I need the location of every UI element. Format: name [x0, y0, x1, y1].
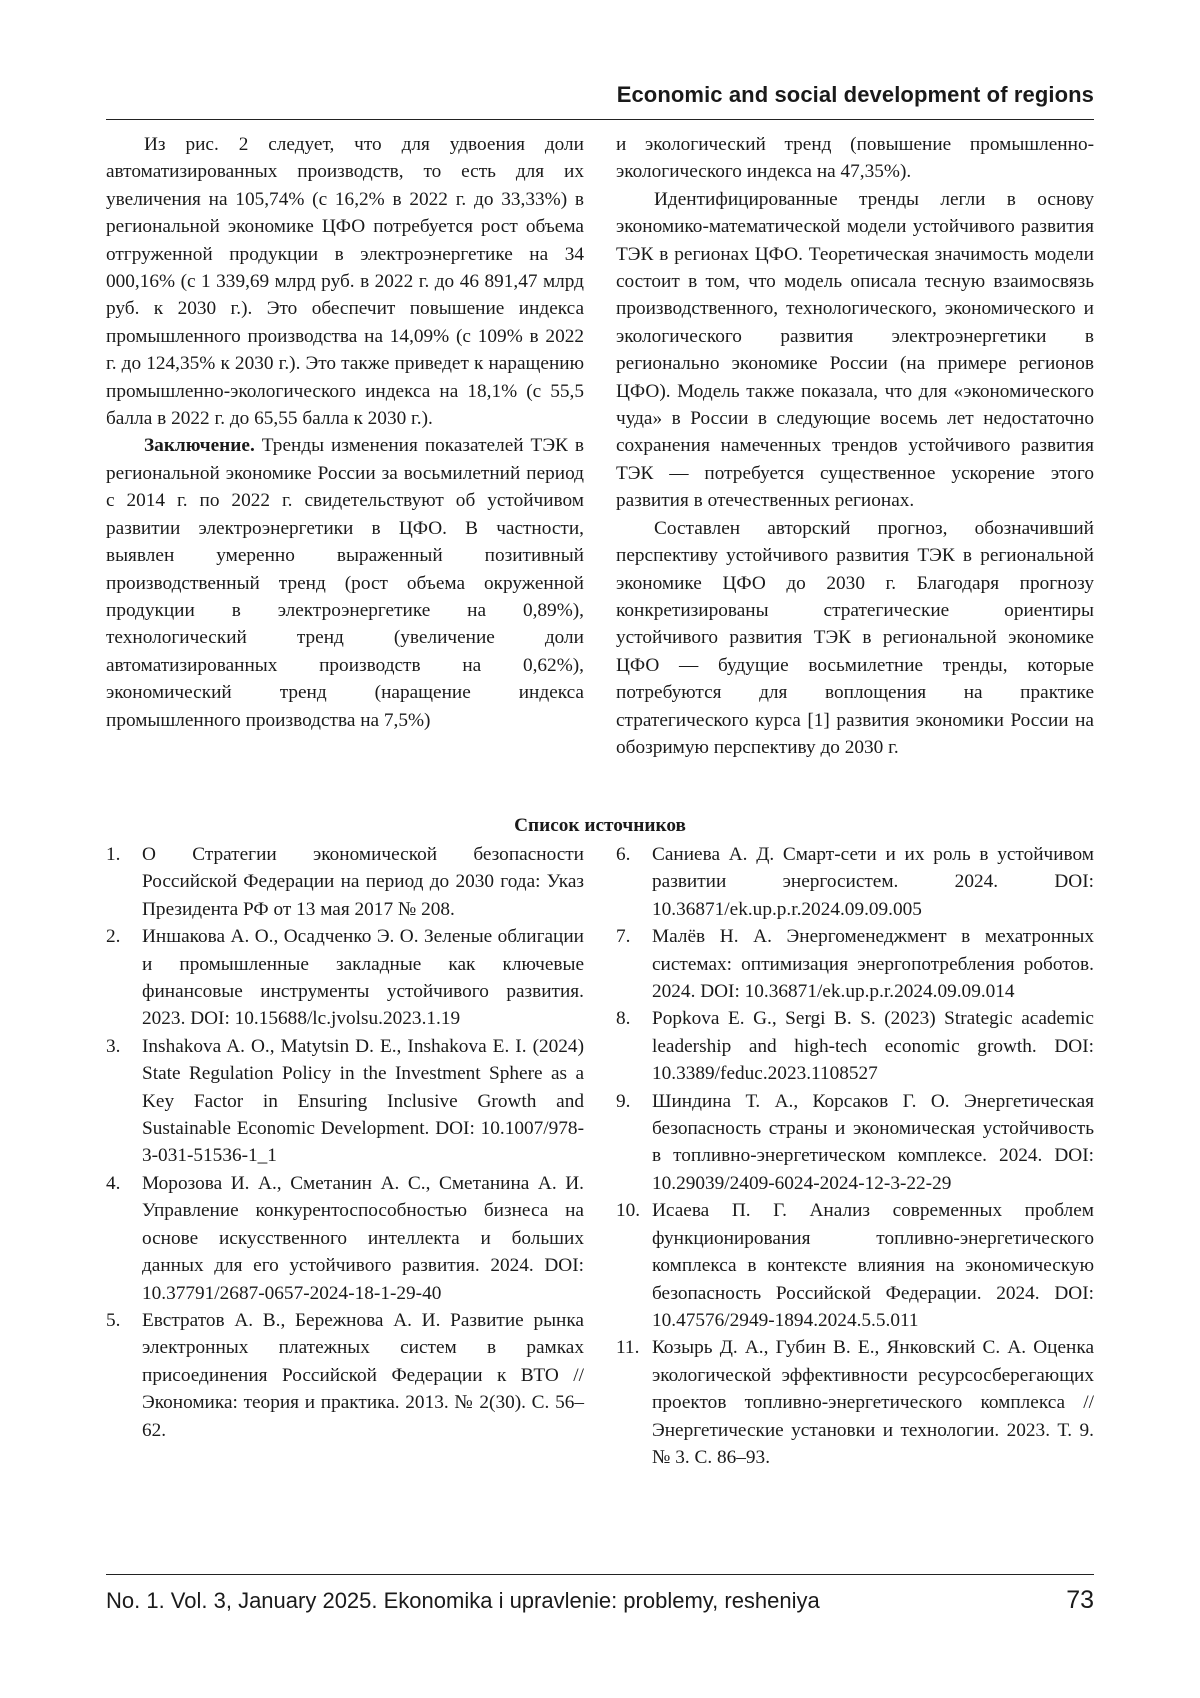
running-title: Economic and social development of regions [616, 82, 1094, 107]
body-paragraph: Идентифицированные тренды легли в основу экономико-математической модели устойчивого развития ТЭК в регионах ЦФО. Теоретическая значимость модели состоит в том, что модель описала тесную взаимосвязь производственного, технологического, экономического и экологического развития электроэнергетики в регионально экономике России (на примере регионов ЦФО). Модель также показала, что для «экономического чуда» в России в следующие восемь лет недостаточно сохранения намеченных трендов устойчивого развития ТЭК — потребуется существенное ускорение этого развития в отечественных регионах. [616, 188, 1094, 512]
reference-item [616, 1197, 1094, 1334]
reference-text: Малёв Н. А. Энергоменеджмент в мехатронных системах: оптимизация энергопотребления роботов. 2024. DOI: 10.36871/ek.up.p.r.2024.09.09.014 [652, 926, 1094, 1003]
reference-text: Popkova E. G., Sergi B. S. (2023) Strategic academic leadership and high-tech economic growth. DOI: 10.3389/feduc.2023.1108527 [652, 1008, 1094, 1085]
footer-divider [106, 1574, 1094, 1575]
right-column [616, 131, 1094, 761]
reference-number: 6. [616, 844, 631, 865]
reference-number: 2. [106, 926, 121, 948]
reference-text: Исаева П. Г. Анализ современных проблем функционирования топливно-энергетического комплекса в контексте влияния на экономическую безопасность Российской Федерации. 2024. DOI: 10.47576/2949-1894.2024.5.5.011 [652, 1200, 1094, 1331]
reference-item [106, 841, 584, 923]
continued-paragraph: и экологический тренд (повышение промышленно-экологического индекса на 47,35%). [616, 134, 1094, 183]
page-number: 73 [1066, 1586, 1094, 1614]
reference-text: Шиндина Т. А., Корсаков Г. О. Энергетическая безопасность страны и экономическая устойчивость в топливно-энергетическом комплексе. 2024. DOI: 10.29039/2409-6024-2024-12-3-22-29 [652, 1090, 1094, 1194]
reference-text: Евстратов А. В., Бережнова А. И. Развитие рынка электронных платежных систем в рамках присоединения Российской Федерации к ВТО // Экономика: теория и практика. 2013. № 2(30). С. 56–62. [142, 1309, 584, 1441]
reference-item [616, 1005, 1094, 1087]
references-right-column [616, 841, 1094, 1471]
reference-item [106, 1170, 584, 1307]
body-paragraph: Составлен авторский прогноз, обозначивший перспективу устойчивого развития ТЭК в региональной экономике ЦФО до 2030 г. Благодаря прогнозу конкретизированы стратегические ориентиры устойчивого развития ТЭК в региональной экономике ЦФО — будущие восьмилетние тренды, которые потребуются для воплощения на практике стратегического курса [1] развития экономики России на обозримую перспективу до 2030 г. [616, 517, 1094, 758]
reference-item [106, 1307, 584, 1444]
reference-item [616, 923, 1094, 1005]
conclusion-label: Заключение. [144, 435, 255, 457]
reference-item [106, 1033, 584, 1170]
reference-item [616, 1088, 1094, 1198]
journal-citation: No. 1. Vol. 3, January 2025. Ekonomika i upravlenie: problemy, resheniya [106, 1588, 820, 1613]
reference-number: 8. [616, 1008, 631, 1030]
reference-text: Иншакова А. О., Осадченко Э. О. Зеленые облигации и промышленные закладные как ключевые финансовые инструменты устойчивого развития. 2023. DOI: 10.15688/lc.jvolsu.2023.1.19 [142, 926, 584, 1030]
reference-text: Саниева А. Д. Смарт-сети и их роль в устойчивом развитии энергосистем. 2024. DOI: 10.36871/ek.up.p.r.2024.09.09.005 [652, 844, 1094, 920]
body-paragraph: Из рис. 2 следует, что для удвоения доли автоматизированных производств, то есть для их увеличения на 105,74% (с 16,2% в 2022 г. до 33,33%) в региональной экономике ЦФО потребуется рост объема отгруженной продукции в электроэнергетике на 34 000,16% (с 1 339,69 млрд руб. в 2022 г. до 46 891,47 млрд руб. к 2030 г.). Это обеспечит повышение индекса промышленного производства на 14,09% (с 109% в 2022 г. до 124,35% к 2030 г.). Это также приведет к наращению промышленно-экологического индекса на 18,1% (с 55,5 балла в 2022 г. до 65,55 балла к 2030 г.). [106, 134, 584, 430]
reference-item [616, 841, 1094, 923]
left-column [106, 131, 584, 734]
reference-number: 9. [616, 1090, 631, 1112]
reference-text: Inshakova A. O., Matytsin D. E., Inshakova E. I. (2024) State Regulation Policy in the Investment Sphere as a Key Factor in Ensuring Inclusive Growth and Sustainable Economic Development. DOI: 10.1007/978-3-031-51536-1_1 [142, 1035, 584, 1167]
reference-text: Морозова И. А., Сметанин А. С., Сметанина А. И. Управление конкурентоспособностью бизнеса на основе искусственного интеллекта и больших данных для его устойчивого развития. 2024. DOI: 10.37791/2687-0657-2024-18-1-29-40 [142, 1172, 584, 1304]
reference-number: 1. [106, 844, 121, 865]
reference-number: 11. [616, 1337, 640, 1359]
reference-number: 7. [616, 926, 631, 948]
reference-text: О Стратегии экономической безопасности Российской Федерации на период до 2030 года: Указ Президента РФ от 13 мая 2017 № 208. [142, 844, 584, 920]
references-left-column [106, 841, 584, 1444]
header-divider [106, 119, 1094, 120]
reference-item [616, 1334, 1094, 1471]
reference-number: 3. [106, 1035, 121, 1057]
reference-text: Козырь Д. А., Губин В. Е., Янковский С. А. Оценка экологической эффективности ресурсосберегающих проектов топливно-энергетического комплекса // Энергетические установки и технологии. 2023. Т. 9. № 3. С. 86–93. [652, 1337, 1094, 1468]
reference-number: 4. [106, 1172, 121, 1194]
reference-number: 5. [106, 1309, 121, 1331]
reference-item [106, 923, 584, 1033]
references-title: Список источников [514, 815, 686, 836]
reference-number: 10. [616, 1200, 641, 1222]
conclusion-paragraph [106, 432, 584, 733]
article-body [106, 131, 1094, 801]
conclusion-text: Тренды изменения показателей ТЭК в региональной экономике России за восьмилетний период с 2014 г. по 2022 г. свидетельствуют об устойчивом развитии электроэнергетики в ЦФО. В частности, выявлен умеренно выраженный позитивный производственный тренд (рост объема окруженной продукции в электроэнергетике на 0,89%), технологический тренд (увеличение доли автоматизированных производств на 0,62%), экономический тренд (наращение индекса промышленного производства на 7,5%) [106, 435, 584, 731]
